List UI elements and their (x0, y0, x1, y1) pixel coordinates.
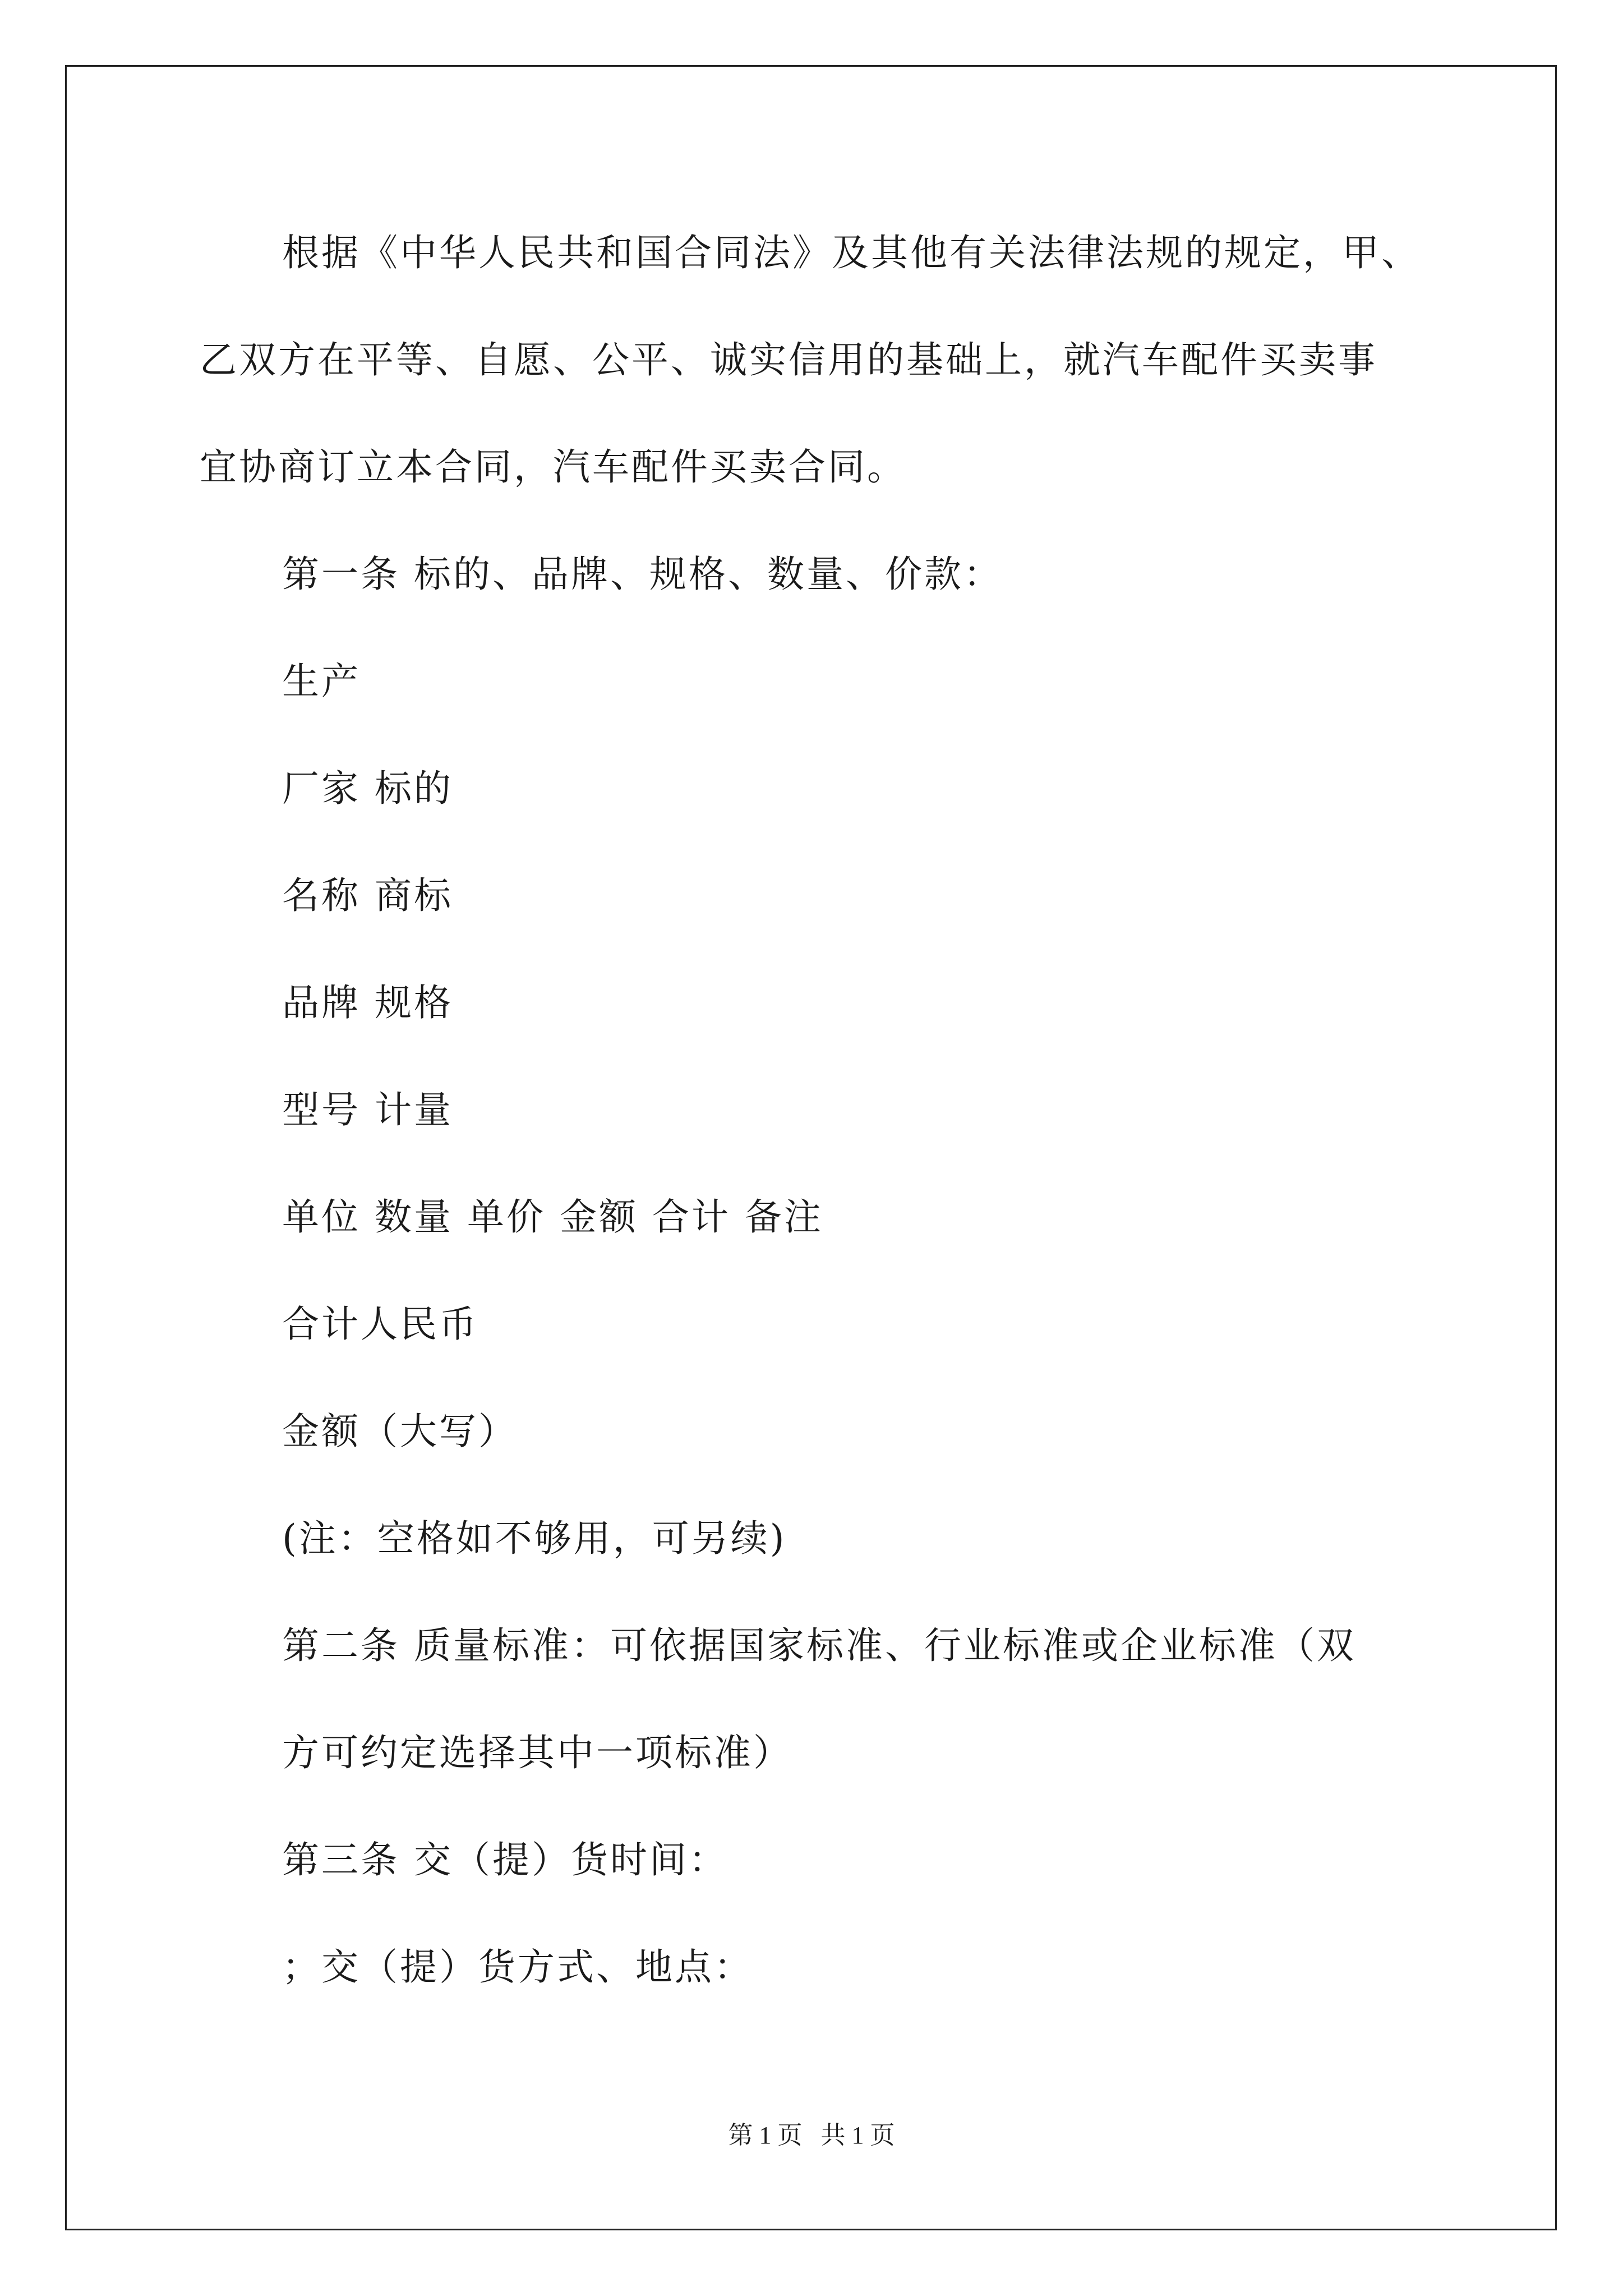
paragraph-intro-line-2: 乙双方在平等、自愿、公平、诚实信用的基础上，就汽车配件买卖事 (200, 338, 1377, 381)
article-2-line-1: 第二条 质量标准：可依据国家标准、行业标准或企业标准（双 (282, 1624, 1356, 1667)
paragraph-intro-line-1: 根据《中华人民共和国合同法》及其他有关法律法规的规定，甲、 (282, 231, 1421, 274)
article-2-line-2: 方可约定选择其中一项标准） (282, 1731, 792, 1774)
amount-capital-label: 金额（大写） (282, 1410, 518, 1453)
article-3-delivery-method: ；交（提）货方式、地点： (282, 1945, 753, 1989)
page-number-footer: 第 1 页 共 1 页 (728, 2122, 895, 2149)
table-header-line: 品牌 规格 (282, 981, 453, 1024)
paragraph-intro-line-3: 宜协商订立本合同，汽车配件买卖合同。 (200, 445, 906, 489)
total-rmb-label: 合计人民币 (282, 1303, 478, 1346)
table-header-line: 生产 (282, 660, 361, 703)
article-1-heading: 第一条 标的、品牌、规格、数量、价款： (282, 553, 1003, 596)
table-header-line: 型号 计量 (282, 1088, 453, 1131)
table-header-line: 厂家 标的 (282, 767, 453, 810)
table-note: (注：空格如不够用，可另续) (282, 1517, 787, 1560)
table-header-line: 名称 商标 (282, 874, 453, 917)
table-header-line: 单位 数量 单价 金额 合计 备注 (282, 1195, 823, 1239)
article-3-delivery-time: 第三条 交（提）货时间： (282, 1838, 728, 1881)
document-body (200, 199, 1450, 2021)
